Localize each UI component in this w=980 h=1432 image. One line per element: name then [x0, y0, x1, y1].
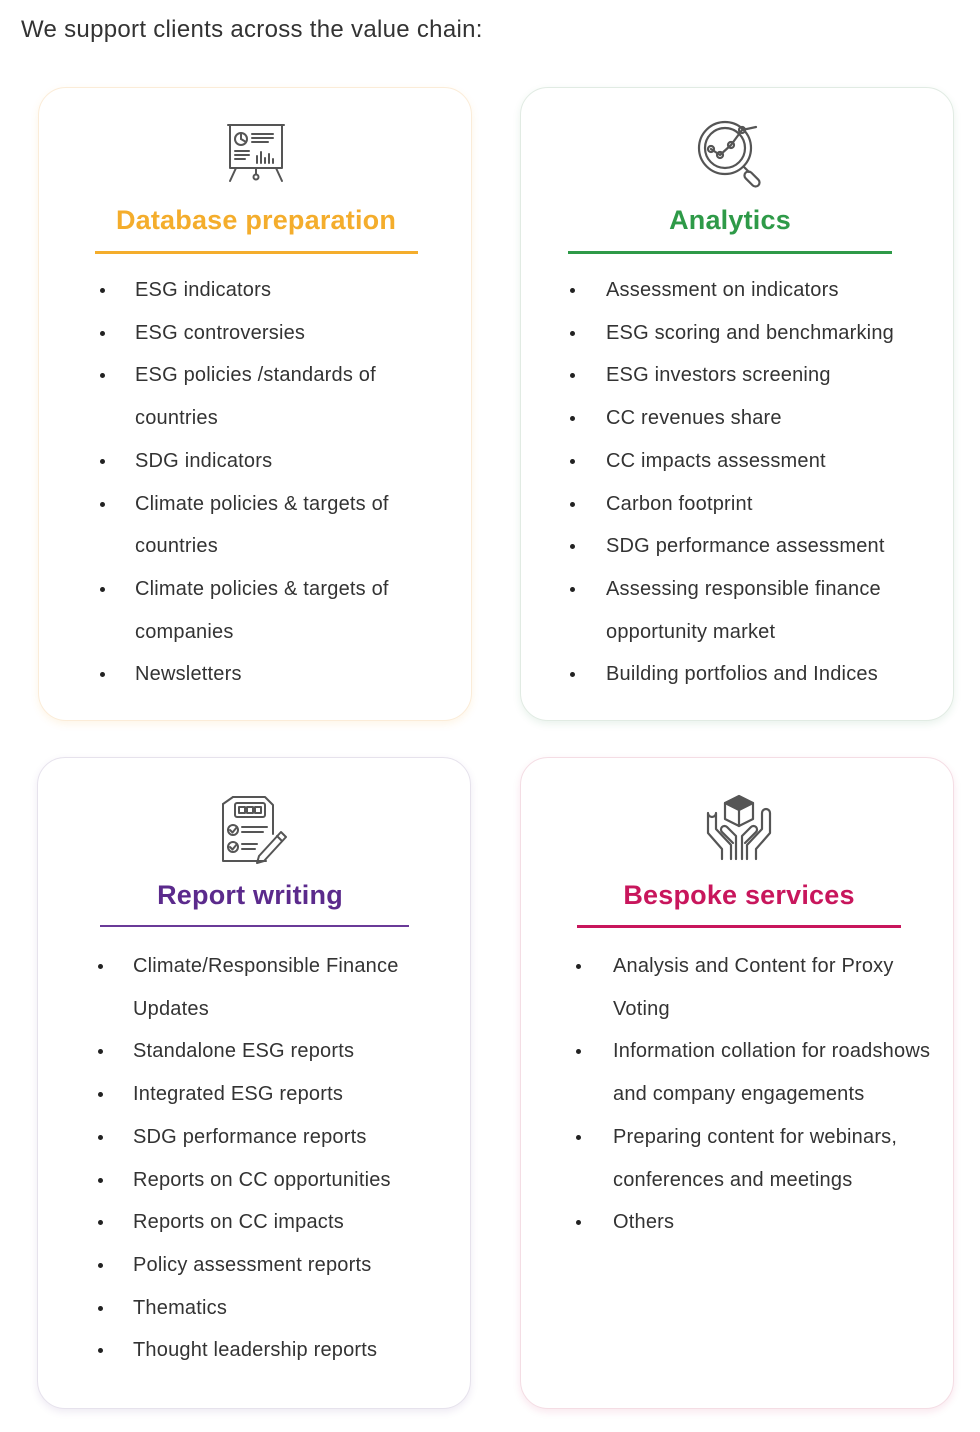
list-item: Climate policies & targets of companies [135, 568, 455, 653]
item-list [135, 269, 455, 696]
list-item: Standalone ESG reports [133, 1030, 453, 1073]
card-bespoke-services [520, 757, 954, 1409]
card-title: Database preparation [115, 205, 397, 235]
title-underline [568, 251, 892, 254]
presentation-board-icon [224, 122, 288, 191]
item-list [613, 945, 933, 1244]
list-item: CC revenues share [606, 397, 946, 440]
list-item: Preparing content for webinars, conferences and meetings [613, 1116, 933, 1201]
list-item: ESG investors screening [606, 354, 946, 397]
list-item: ESG indicators [135, 269, 455, 312]
item-list [133, 945, 453, 1372]
list-item: Newsletters [135, 653, 455, 696]
card-database-preparation [38, 87, 472, 721]
card-report-writing [37, 757, 471, 1409]
title-underline [95, 251, 418, 254]
list-item: Climate/Responsible Finance Updates [133, 945, 453, 1030]
list-item: SDG performance reports [133, 1116, 453, 1159]
list-item: Thought leadership reports [133, 1329, 453, 1372]
list-item: ESG policies /standards of countries [135, 354, 455, 439]
list-item: SDG indicators [135, 440, 455, 483]
intro-text: We support clients across the value chain: [21, 16, 483, 43]
list-item: Others [613, 1201, 933, 1244]
list-item: ESG controversies [135, 312, 455, 355]
card-analytics [520, 87, 954, 721]
list-item: Carbon footprint [606, 483, 946, 526]
list-item: Integrated ESG reports [133, 1073, 453, 1116]
card-title: Report writing [157, 880, 343, 910]
list-item: CC impacts assessment [606, 440, 946, 483]
item-list [606, 269, 946, 696]
list-item: Information collation for roadshows and company engagements [613, 1030, 933, 1115]
list-item: Analysis and Content for Proxy Voting [613, 945, 933, 1030]
list-item: Assessment on indicators [606, 269, 946, 312]
list-item: Climate policies & targets of countries [135, 483, 455, 568]
card-title: Bespoke services [623, 880, 855, 910]
list-item: Assessing responsible finance opportunity market [606, 568, 946, 653]
list-item: Thematics [133, 1287, 453, 1330]
card-title: Analytics [669, 205, 791, 235]
title-underline [577, 925, 901, 928]
list-item: Reports on CC opportunities [133, 1159, 453, 1202]
magnifier-chart-icon [696, 118, 768, 195]
list-item: ESG scoring and benchmarking [606, 312, 946, 355]
list-item: Reports on CC impacts [133, 1201, 453, 1244]
title-underline [100, 925, 409, 927]
list-item: SDG performance assessment [606, 525, 946, 568]
hands-box-icon [704, 793, 774, 868]
report-checklist-icon [219, 794, 289, 869]
list-item: Policy assessment reports [133, 1244, 453, 1287]
list-item: Building portfolios and Indices [606, 653, 946, 696]
